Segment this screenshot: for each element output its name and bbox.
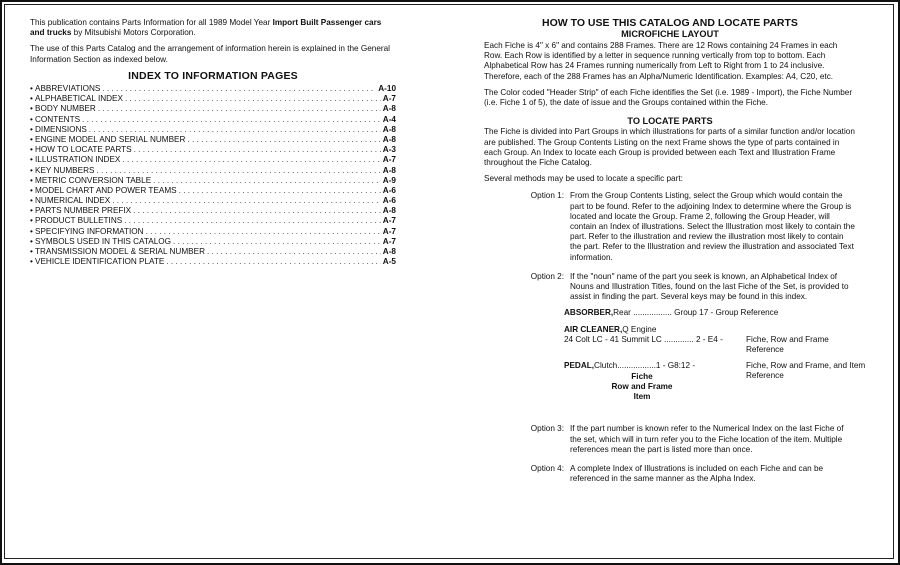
index-entry-label: SPECIFYING INFORMATION [35, 226, 144, 236]
right-page [484, 17, 866, 484]
index-entry [30, 155, 396, 165]
option-label: Option 1: [530, 191, 564, 201]
index-entry [30, 227, 396, 237]
index-entry [30, 196, 396, 206]
example-key: AIR CLEANER, [564, 324, 623, 334]
index-entry-page: A-7 [382, 155, 396, 165]
bullet: • [30, 134, 33, 144]
index-entry [30, 206, 396, 216]
example-text: Clutch.................1 - G8:12 - [594, 361, 696, 371]
index-entry [30, 125, 396, 135]
option-text: If the "noun" name of the part you seek is known, an Alphabetical Index of Nouns and Illustration Titles, found on the last Fiche of the Set, is provided to assist in finding the part. Several keys may be found in this index. [570, 271, 849, 302]
example-reference: Fiche, Row and Frame, and Item Reference [746, 361, 866, 381]
dot-leader [124, 216, 381, 226]
index-entry-page: A-7 [382, 216, 396, 226]
example-key: PEDAL, [564, 361, 595, 371]
option-text: If the part number is known refer to the Numerical Index on the last Fiche of the set, which will in turn refer you to the Fiche location of the item. Multiple references mean the part is listed more than once. [570, 424, 844, 454]
intro-bold-text: Import Built Passenger cars and trucks [30, 18, 382, 38]
intro-paragraph [30, 18, 396, 38]
index-entry-page: A-8 [382, 134, 396, 144]
index-entry-label: ALPHABETICAL INDEX [35, 94, 123, 104]
index-entry [30, 186, 396, 196]
index-entry-page: A-8 [382, 124, 396, 134]
example-key: ABSORBER, [564, 308, 614, 318]
dot-leader [112, 196, 381, 206]
index-entry-label: CONTENTS [35, 114, 81, 124]
index-entry-page: A-8 [382, 206, 396, 216]
index-entry [30, 84, 396, 94]
dot-leader [179, 186, 381, 196]
microfiche-layout-heading: MICROFICHE LAYOUT [621, 29, 719, 39]
index-entry [30, 145, 396, 155]
index-entry [30, 257, 396, 267]
bullet: • [30, 257, 33, 267]
bullet: • [30, 124, 33, 134]
left-page [30, 18, 396, 267]
index-entry-page: A-6 [382, 185, 396, 195]
bullet: • [30, 226, 33, 236]
index-entry [30, 176, 396, 186]
bullet: • [30, 206, 33, 216]
dot-leader [173, 237, 381, 247]
index-entry [30, 104, 396, 114]
label-row-frame: Row and Frame [611, 381, 673, 391]
example-text: 24 Colt LC - 41 Summit LC ............. 2 - E4 - [564, 334, 723, 344]
layout-paragraph-1: Each Fiche is 4" x 6" and contains 288 Frames. There are 12 Rows containing 24 Frames in each Row. Each Row is identified by a letter in sequence running vertically from top to bottom. Each Alphabetical Row has 24 Frames running numerically from Left to Right from 1 to 24 inclusive. Therefore, each of the 288 Frames has an Alpha/Numeric Identification. Examples: A4, C20, etc. [484, 41, 838, 81]
index-entry-label: BODY NUMBER [35, 104, 96, 114]
index-entry [30, 94, 396, 104]
bullet: • [30, 114, 33, 124]
index-entry-page: A-9 [382, 175, 396, 185]
example-text: Q Engine [622, 324, 657, 334]
index-entry-page: A-7 [382, 236, 396, 246]
bullet: • [30, 247, 33, 257]
dot-leader [102, 84, 376, 94]
dot-leader [96, 166, 380, 176]
label-item: Item [633, 392, 651, 402]
dot-leader [146, 227, 381, 237]
index-entry [30, 247, 396, 257]
index-entry-label: KEY NUMBERS [35, 165, 95, 175]
index-entry-label: MODEL CHART AND POWER TEAMS [35, 185, 177, 195]
bullet: • [30, 236, 33, 246]
index-entry-page: A-3 [382, 145, 396, 155]
option-text: A complete Index of Illustrations is included on each Fiche and can be referenced in the same manner as the Alpha Index. [570, 463, 824, 484]
index-entry [30, 166, 396, 176]
bullet: • [30, 196, 33, 206]
index-examples [564, 308, 866, 402]
bullet: • [30, 104, 33, 114]
usage-paragraph: The use of this Parts Catalog and the arrangement of information herein is explained in the General Information Section as indexed below. [30, 44, 391, 64]
dot-leader [98, 104, 381, 114]
bullet: • [30, 84, 33, 94]
index-list [30, 84, 396, 267]
example-pedal [564, 361, 866, 402]
locate-parts-heading: TO LOCATE PARTS [627, 116, 713, 127]
option-label: Option 3: [530, 424, 564, 434]
index-entry [30, 115, 396, 125]
bullet: • [30, 175, 33, 185]
option-label: Option 2: [530, 271, 564, 281]
bullet: • [30, 185, 33, 195]
bullet: • [30, 145, 33, 155]
index-entry-page: A-8 [382, 104, 396, 114]
intro-text-end: by Mitsubishi Motors Corporation. [71, 28, 196, 38]
example-reference: Fiche, Row and Frame Reference [746, 334, 829, 355]
index-entry-label: NUMERICAL INDEX [35, 196, 111, 206]
dot-leader [153, 176, 381, 186]
dot-leader [134, 145, 381, 155]
dot-leader [89, 125, 381, 135]
bullet: • [30, 216, 33, 226]
index-entry [30, 216, 396, 226]
dot-leader [122, 155, 380, 165]
catalog-title: HOW TO USE THIS CATALOG AND LOCATE PARTS [542, 17, 798, 29]
option-1 [484, 191, 856, 262]
index-entry-page: A-4 [382, 114, 396, 124]
label-fiche: Fiche [631, 371, 653, 381]
layout-paragraph-2: The Color coded "Header Strip" of each Fiche identifies the Set (i.e. 1989 - Import), the Fiche Number (i.e. Fiche 1 of 5), the date of issue and the Groups contained within the Fiche. [484, 87, 853, 108]
index-entry-label: ABBREVIATIONS [35, 84, 101, 94]
intro-text: This publication contains Parts Information for all 1989 Model Year [30, 18, 273, 27]
option-4 [484, 464, 856, 484]
option-2 [484, 272, 856, 303]
index-entry-page: A-7 [382, 226, 396, 236]
locate-paragraph-1: The Fiche is divided into Part Groups in which illustrations for parts of a similar function and/or location are published. The Group Contents Listing on the next Frame shows the type of parts contained in each Group. An Index to locate each Group is provided between each Text and Illustration Frame throughout the Fiche Catalog. [484, 127, 855, 168]
index-entry-page: A-10 [378, 84, 396, 94]
example-text: Rear ................. Group 17 - Group Reference [613, 308, 779, 318]
dot-leader [82, 115, 381, 125]
dot-leader [166, 257, 380, 267]
index-entry-label: SYMBOLS USED IN THIS CATALOG [35, 236, 172, 246]
bullet: • [30, 94, 33, 104]
index-entry-page: A-8 [382, 247, 396, 257]
index-entry [30, 135, 396, 145]
index-entry-label: DIMENSIONS [35, 124, 87, 134]
dot-leader [133, 206, 381, 216]
example-air-cleaner [564, 325, 856, 356]
index-entry-page: A-6 [382, 196, 396, 206]
locate-paragraph-2: Several methods may be used to locate a specific part: [484, 174, 683, 184]
option-text: From the Group Contents Listing, select the Group which would contain the part to be found. Refer to the adjoining Index to determine where the Group is located and locate the Group. Frame 2, following the Group Header, will contain an Index of illustrations. Select the Illustration most likely to contain the part. Refer to the illustration and review the illustration most likely to contain the part. Refer to the Illustration and review the illustration and associated Text information. [570, 191, 855, 262]
index-entry-page: A-5 [382, 257, 396, 267]
index-title: INDEX TO INFORMATION PAGES [128, 69, 298, 82]
example-absorber [564, 308, 856, 318]
option-3 [484, 424, 856, 455]
index-entry-label: TRANSMISSION MODEL & SERIAL NUMBER [35, 247, 205, 257]
option-label: Option 4: [530, 463, 564, 473]
index-entry-label: ILLUSTRATION INDEX [35, 155, 121, 165]
index-entry-label: HOW TO LOCATE PARTS [35, 145, 132, 155]
index-entry-label: ENGINE MODEL AND SERIAL NUMBER [35, 134, 186, 144]
index-entry [30, 237, 396, 247]
index-entry-page: A-7 [382, 94, 396, 104]
index-entry-label: PRODUCT BULLETINS [35, 216, 123, 226]
bullet: • [30, 165, 33, 175]
bullet: • [30, 155, 33, 165]
index-entry-page: A-8 [382, 165, 396, 175]
dot-leader [125, 94, 381, 104]
dot-leader [187, 135, 380, 145]
index-entry-label: PARTS NUMBER PREFIX [35, 206, 132, 216]
index-entry-label: VEHICLE IDENTIFICATION PLATE [35, 257, 165, 267]
index-entry-label: METRIC CONVERSION TABLE [35, 175, 152, 185]
dot-leader [207, 247, 381, 257]
